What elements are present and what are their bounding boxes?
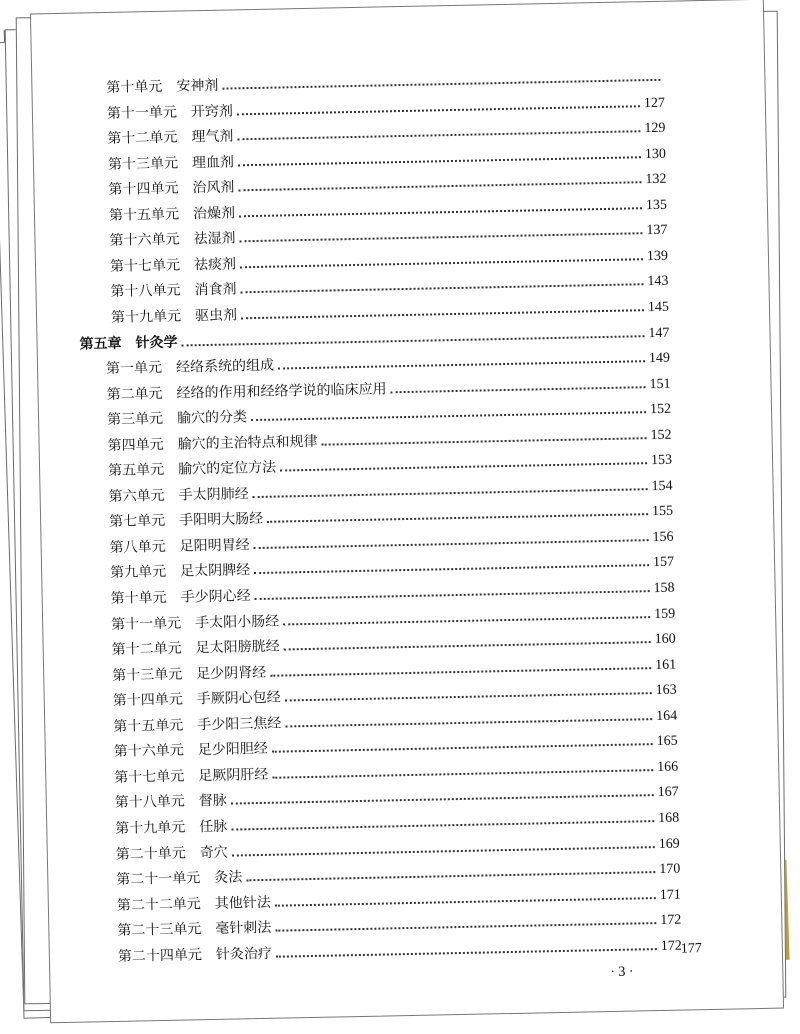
toc-dot-leader [275, 922, 656, 932]
toc-entry-title: 足太阴脾经 [180, 562, 251, 581]
toc-page-number: 158 [653, 580, 675, 597]
toc-entry-title: 手厥阴心包经 [196, 689, 281, 708]
toc-trailing-page-row [622, 933, 702, 959]
toc-dot-leader [241, 309, 644, 319]
toc-unit-label: 第二十三单元 [117, 921, 202, 940]
toc-unit-label: 第五单元 [107, 462, 165, 480]
toc-dot-leader [239, 181, 642, 191]
toc-entry-title: 灸法 [214, 869, 243, 886]
toc-dot-leader [285, 718, 652, 727]
toc-entry-title: 手太阳小肠经 [195, 613, 280, 631]
toc-unit-label: 第十单元 [110, 589, 167, 607]
toc-page-number: 143 [647, 274, 669, 290]
toc-page-number: 157 [652, 555, 675, 571]
toc-dot-leader [240, 233, 643, 243]
toc-unit-label: 第十七单元 [114, 768, 185, 786]
toc-page-number: 130 [644, 146, 667, 162]
toc-dot-leader [278, 360, 645, 369]
table-of-contents [31, 0, 783, 1022]
toc-unit-label: 第十四单元 [108, 180, 179, 199]
toc-dot-leader [238, 156, 641, 166]
toc-dot-leader [237, 105, 640, 115]
toc-entry-title: 奇穴 [199, 844, 228, 861]
toc-page-number: 129 [644, 120, 666, 137]
toc-entry-title: 治燥剂 [192, 205, 236, 222]
toc-page [30, 0, 784, 1023]
toc-entry-title: 足少阳胆经 [197, 741, 268, 759]
toc-unit-label: 第十八单元 [110, 282, 181, 301]
toc-page-number: 137 [646, 223, 668, 239]
toc-page-number: 170 [659, 861, 681, 878]
toc-entry-title: 手少阳三焦经 [197, 715, 282, 734]
toc-page-number: 151 [649, 376, 671, 392]
toc-unit-label: 第二十单元 [115, 845, 186, 863]
toc-page-number: 154 [651, 478, 673, 494]
toc-dot-leader [239, 207, 642, 217]
toc-dot-leader [267, 514, 648, 524]
toc-page-number: 147 [648, 325, 670, 341]
toc-page-number: 164 [656, 708, 678, 724]
toc-unit-label: 第十三单元 [107, 155, 179, 173]
toc-dot-leader [391, 386, 646, 393]
toc-entry-title: 腧穴的定位方法 [177, 459, 277, 478]
toc-entry-title: 安神剂 [176, 77, 219, 95]
toc-dot-leader [276, 948, 657, 958]
toc-entry-title: 足厥阴肝经 [198, 766, 269, 785]
toc-unit-label: 第六单元 [108, 487, 165, 505]
toc-page-number: 163 [655, 682, 677, 699]
toc-entry-title: 其他针法 [214, 894, 271, 912]
toc-dot-leader [241, 284, 644, 294]
toc-page-number: 156 [652, 529, 674, 545]
toc-dot-leader [240, 258, 643, 268]
toc-entry-title: 督脉 [198, 793, 227, 810]
toc-dot-leader [254, 539, 649, 549]
toc-dot-leader [280, 462, 647, 471]
toc-page-number: 177 [680, 941, 702, 957]
toc-unit-label: 第十一单元 [106, 104, 178, 122]
toc-unit-label: 第五章 [79, 335, 122, 353]
toc-entry-title: 手阳明大肠经 [178, 511, 264, 529]
toc-page-number: 132 [645, 171, 667, 188]
toc-unit-label: 第三单元 [106, 411, 164, 429]
toc-entry-title: 治风剂 [192, 179, 235, 197]
toc-page-number: 152 [650, 427, 672, 443]
toc-dot-leader [237, 130, 640, 140]
toc-page-number: 152 [649, 401, 672, 418]
toc-dot-leader [253, 488, 648, 498]
toc-page-number: 165 [656, 733, 678, 750]
toc-entry-title: 足少阴肾经 [196, 664, 267, 682]
toc-dot-leader [322, 437, 647, 446]
toc-unit-label: 第一单元 [105, 359, 163, 378]
toc-unit-label: 第八单元 [109, 538, 166, 556]
toc-unit-label: 第十九单元 [115, 819, 186, 837]
toc-unit-label: 第二十四单元 [117, 946, 203, 965]
toc-unit-label: 第十二单元 [107, 129, 178, 148]
toc-unit-label: 第十四单元 [112, 691, 183, 710]
toc-entry-title: 任脉 [199, 818, 228, 836]
toc-entry-title: 足太阳膀胱经 [195, 638, 280, 657]
toc-unit-label: 第十单元 [106, 78, 163, 96]
toc-entry-title: 针灸治疗 [215, 945, 273, 963]
toc-unit-label: 第二十二单元 [116, 895, 202, 914]
toc-entry-title: 驱虫剂 [194, 307, 238, 325]
toc-dot-leader [275, 897, 656, 907]
toc-unit-label: 第七单元 [109, 513, 166, 531]
toc-unit-label: 第十九单元 [110, 308, 182, 326]
toc-dot-leader [283, 616, 650, 625]
toc-page-number: 159 [653, 606, 676, 622]
toc-entry-title: 毫针刺法 [215, 919, 272, 938]
toc-page-number: 171 [659, 887, 681, 903]
toc-unit-label: 第十六单元 [113, 742, 184, 761]
toc-dot-leader [272, 743, 653, 753]
toc-page-number: 166 [657, 759, 679, 775]
toc-dot-leader [272, 769, 653, 779]
toc-unit-label: 第四单元 [107, 436, 164, 454]
toc-entry-title: 腧穴的分类 [176, 409, 248, 427]
toc-page-number: 149 [648, 350, 671, 367]
page-footer-number: · 3 · [610, 964, 634, 981]
toc-unit-label: 第十六单元 [109, 231, 180, 250]
toc-dot-leader [285, 692, 652, 701]
toc-entry-title: 理血剂 [191, 154, 235, 171]
toc-page-number: 169 [658, 836, 680, 852]
toc-dot-leader [251, 411, 646, 421]
toc-entry-title: 开窍剂 [190, 102, 234, 120]
toc-page-number: 167 [657, 784, 679, 801]
toc-page-number: 145 [647, 299, 670, 316]
toc-entry-title: 消食剂 [194, 281, 237, 299]
toc-page-number: 172 [660, 938, 682, 954]
toc-entry-title: 理气剂 [191, 128, 234, 146]
toc-unit-label: 第二单元 [106, 385, 163, 403]
toc-entry-title: 祛痰剂 [193, 256, 237, 274]
toc-page-number: 160 [654, 631, 676, 648]
toc-unit-label: 第二十一单元 [116, 870, 201, 888]
toc-entry-title: 手太阴肺经 [178, 485, 249, 504]
toc-page-number: 161 [654, 657, 677, 673]
toc-unit-label: 第九单元 [110, 564, 167, 582]
toc-dot-leader [255, 590, 650, 600]
toc-unit-label: 第十一单元 [111, 615, 182, 633]
toc-entry-title: 手少阴心经 [180, 588, 251, 606]
toc-page-number: 168 [658, 810, 680, 826]
toc-entry-title: 祛湿剂 [193, 230, 236, 248]
toc-unit-label: 第十三单元 [112, 666, 183, 684]
toc-page-number: 127 [643, 95, 666, 111]
toc-page-number: 153 [650, 452, 673, 469]
toc-unit-label: 第十八单元 [114, 793, 185, 812]
toc-dot-leader [270, 667, 651, 677]
toc-dot-leader [246, 871, 655, 881]
toc-entry-title: 足阳明胃经 [179, 537, 250, 555]
toc-page-number: 139 [646, 248, 669, 264]
toc-page-number: 172 [660, 912, 682, 929]
toc-entry-title: 针灸学 [135, 334, 178, 351]
toc-unit-label: 第十五单元 [108, 206, 180, 224]
toc-dot-leader [254, 565, 649, 575]
toc-unit-label: 第十七单元 [109, 257, 181, 275]
toc-unit-label: 第十五单元 [113, 717, 184, 735]
toc-page-number: 135 [645, 197, 668, 213]
toc-entry-title: 经络系统的组成 [175, 357, 275, 376]
toc-entry-title: 腧穴的主治特点和规律 [177, 433, 318, 453]
toc-dot-leader [284, 641, 651, 650]
toc-entry-title: 经络的作用和经络学说的临床应用 [176, 380, 387, 402]
toc-page-number: 155 [651, 504, 674, 520]
toc-unit-label: 第十二单元 [111, 640, 182, 659]
